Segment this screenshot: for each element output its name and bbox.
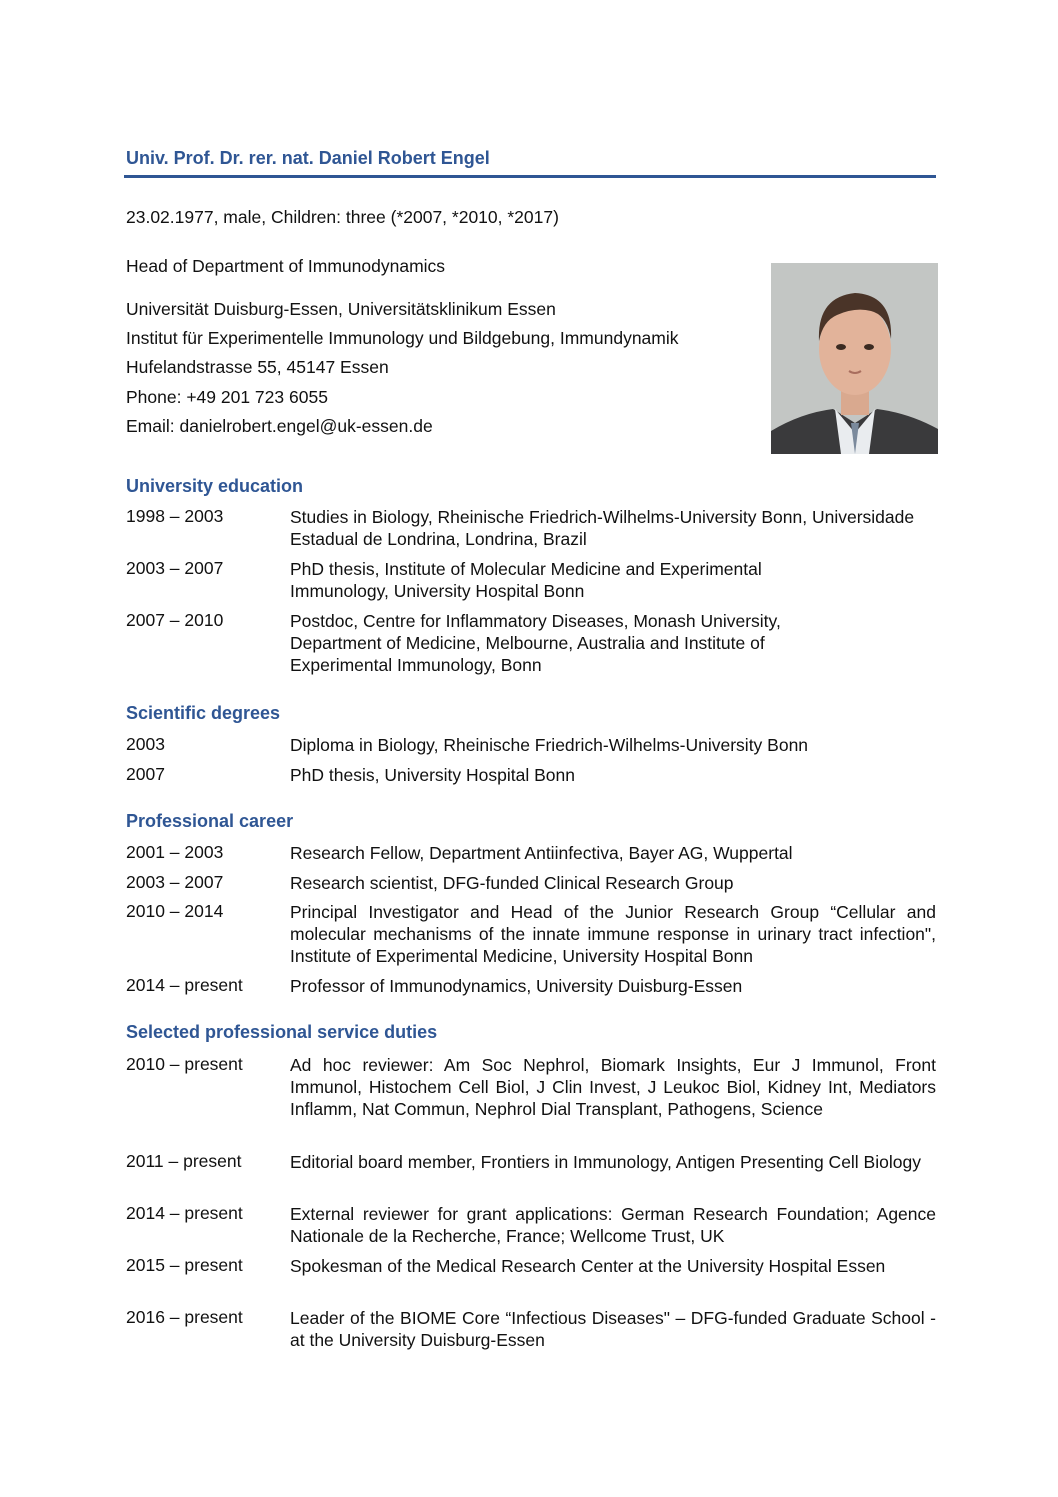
- section-title-education: University education: [126, 476, 304, 496]
- entry-date: 2001 – 2003: [126, 842, 224, 862]
- entry-date: 2003 – 2007: [126, 872, 224, 892]
- entry-text: Studies in Biology, Rheinische Friedrich-Wilhelms-University Bonn, Universidade Estadual de Londrina, Londrina, Brazil: [290, 507, 915, 549]
- entry-text: PhD thesis, University Hospital Bonn: [290, 765, 575, 785]
- entry-date: 2010 – 2014: [126, 901, 224, 921]
- page-title: Univ. Prof. Dr. rer. nat. Daniel Robert Engel: [126, 148, 490, 168]
- portrait-photo: [771, 263, 938, 454]
- entry-text: Research scientist, DFG-funded Clinical Research Group: [290, 873, 734, 893]
- title-underline: [124, 175, 936, 178]
- address-line: Hufelandstrasse 55, 45147 Essen: [126, 357, 389, 377]
- entry-text: Diploma in Biology, Rheinische Friedrich-Wilhelms-University Bonn: [290, 735, 809, 755]
- position-title: Head of Department of Immunodynamics: [126, 256, 446, 276]
- entry-text: Principal Investigator and Head of the Junior Research Group “Cellular and molecular mechanisms of the innate immune response in urinary tract infection", Institute of Experimental Medicine, University Hospital Bonn: [290, 902, 936, 966]
- entry-text: Spokesman of the Medical Research Center at the University Hospital Essen: [290, 1256, 886, 1276]
- entry-text: Ad hoc reviewer: Am Soc Nephrol, Biomark Insights, Eur J Immunol, Front Immunol, Histochem Cell Biol, J Clin Invest, J Leukoc Biol, Kidney Int, Mediators Inflamm, Nat Commun, Nephrol Dial Transplant, Pathogens, Science: [290, 1055, 936, 1119]
- entry-text: Leader of the BIOME Core “Infectious Diseases" – DFG-funded Graduate School - at the University Duisburg-Essen: [290, 1308, 936, 1350]
- entry-date: 2015 – present: [126, 1255, 243, 1275]
- entry-date: 2007: [126, 764, 165, 784]
- entry-date: 2007 – 2010: [126, 610, 224, 630]
- section-title-service: Selected professional service duties: [126, 1022, 438, 1042]
- entry-text: Editorial board member, Frontiers in Immunology, Antigen Presenting Cell Biology: [290, 1152, 921, 1172]
- entry-date: 2003 – 2007: [126, 558, 224, 578]
- entry-text: Research Fellow, Department Antiinfectiva, Bayer AG, Wuppertal: [290, 843, 793, 863]
- entry-text: Professor of Immunodynamics, University Duisburg-Essen: [290, 976, 743, 996]
- entry-date: 2014 – present: [126, 975, 243, 995]
- entry-date: 2014 – present: [126, 1203, 243, 1223]
- address-line: Institut für Experimentelle Immunology und Bildgebung, Immundynamik: [126, 328, 679, 348]
- entry-date: 2003: [126, 734, 165, 754]
- entry-text: PhD thesis, Institute of Molecular Medicine and Experimental Immunology, University Hospital Bonn: [290, 559, 762, 601]
- section-title-career: Professional career: [126, 811, 294, 831]
- personal-info: 23.02.1977, male, Children: three (*2007, *2010, *2017): [126, 207, 559, 227]
- entry-text: External reviewer for grant applications: German Research Foundation; Agence Nationale de la Recherche, France; Wellcome Trust, UK: [290, 1204, 936, 1246]
- phone-line: Phone: +49 201 723 6055: [126, 387, 328, 407]
- entry-text: Postdoc, Centre for Inflammatory Diseases, Monash University, Department of Medicine, Melbourne, Australia and Institute of Experimental Immunology, Bonn: [290, 611, 781, 675]
- entry-date: 2011 – present: [126, 1151, 242, 1171]
- section-title-degrees: Scientific degrees: [126, 703, 281, 723]
- portrait-illustration: [771, 263, 938, 454]
- entry-date: 2010 – present: [126, 1054, 243, 1074]
- address-line: Universität Duisburg-Essen, Universitätsklinikum Essen: [126, 299, 556, 319]
- entry-date: 2016 – present: [126, 1307, 243, 1327]
- email-line: Email: danielrobert.engel@uk-essen.de: [126, 416, 433, 436]
- entry-date: 1998 – 2003: [126, 506, 224, 526]
